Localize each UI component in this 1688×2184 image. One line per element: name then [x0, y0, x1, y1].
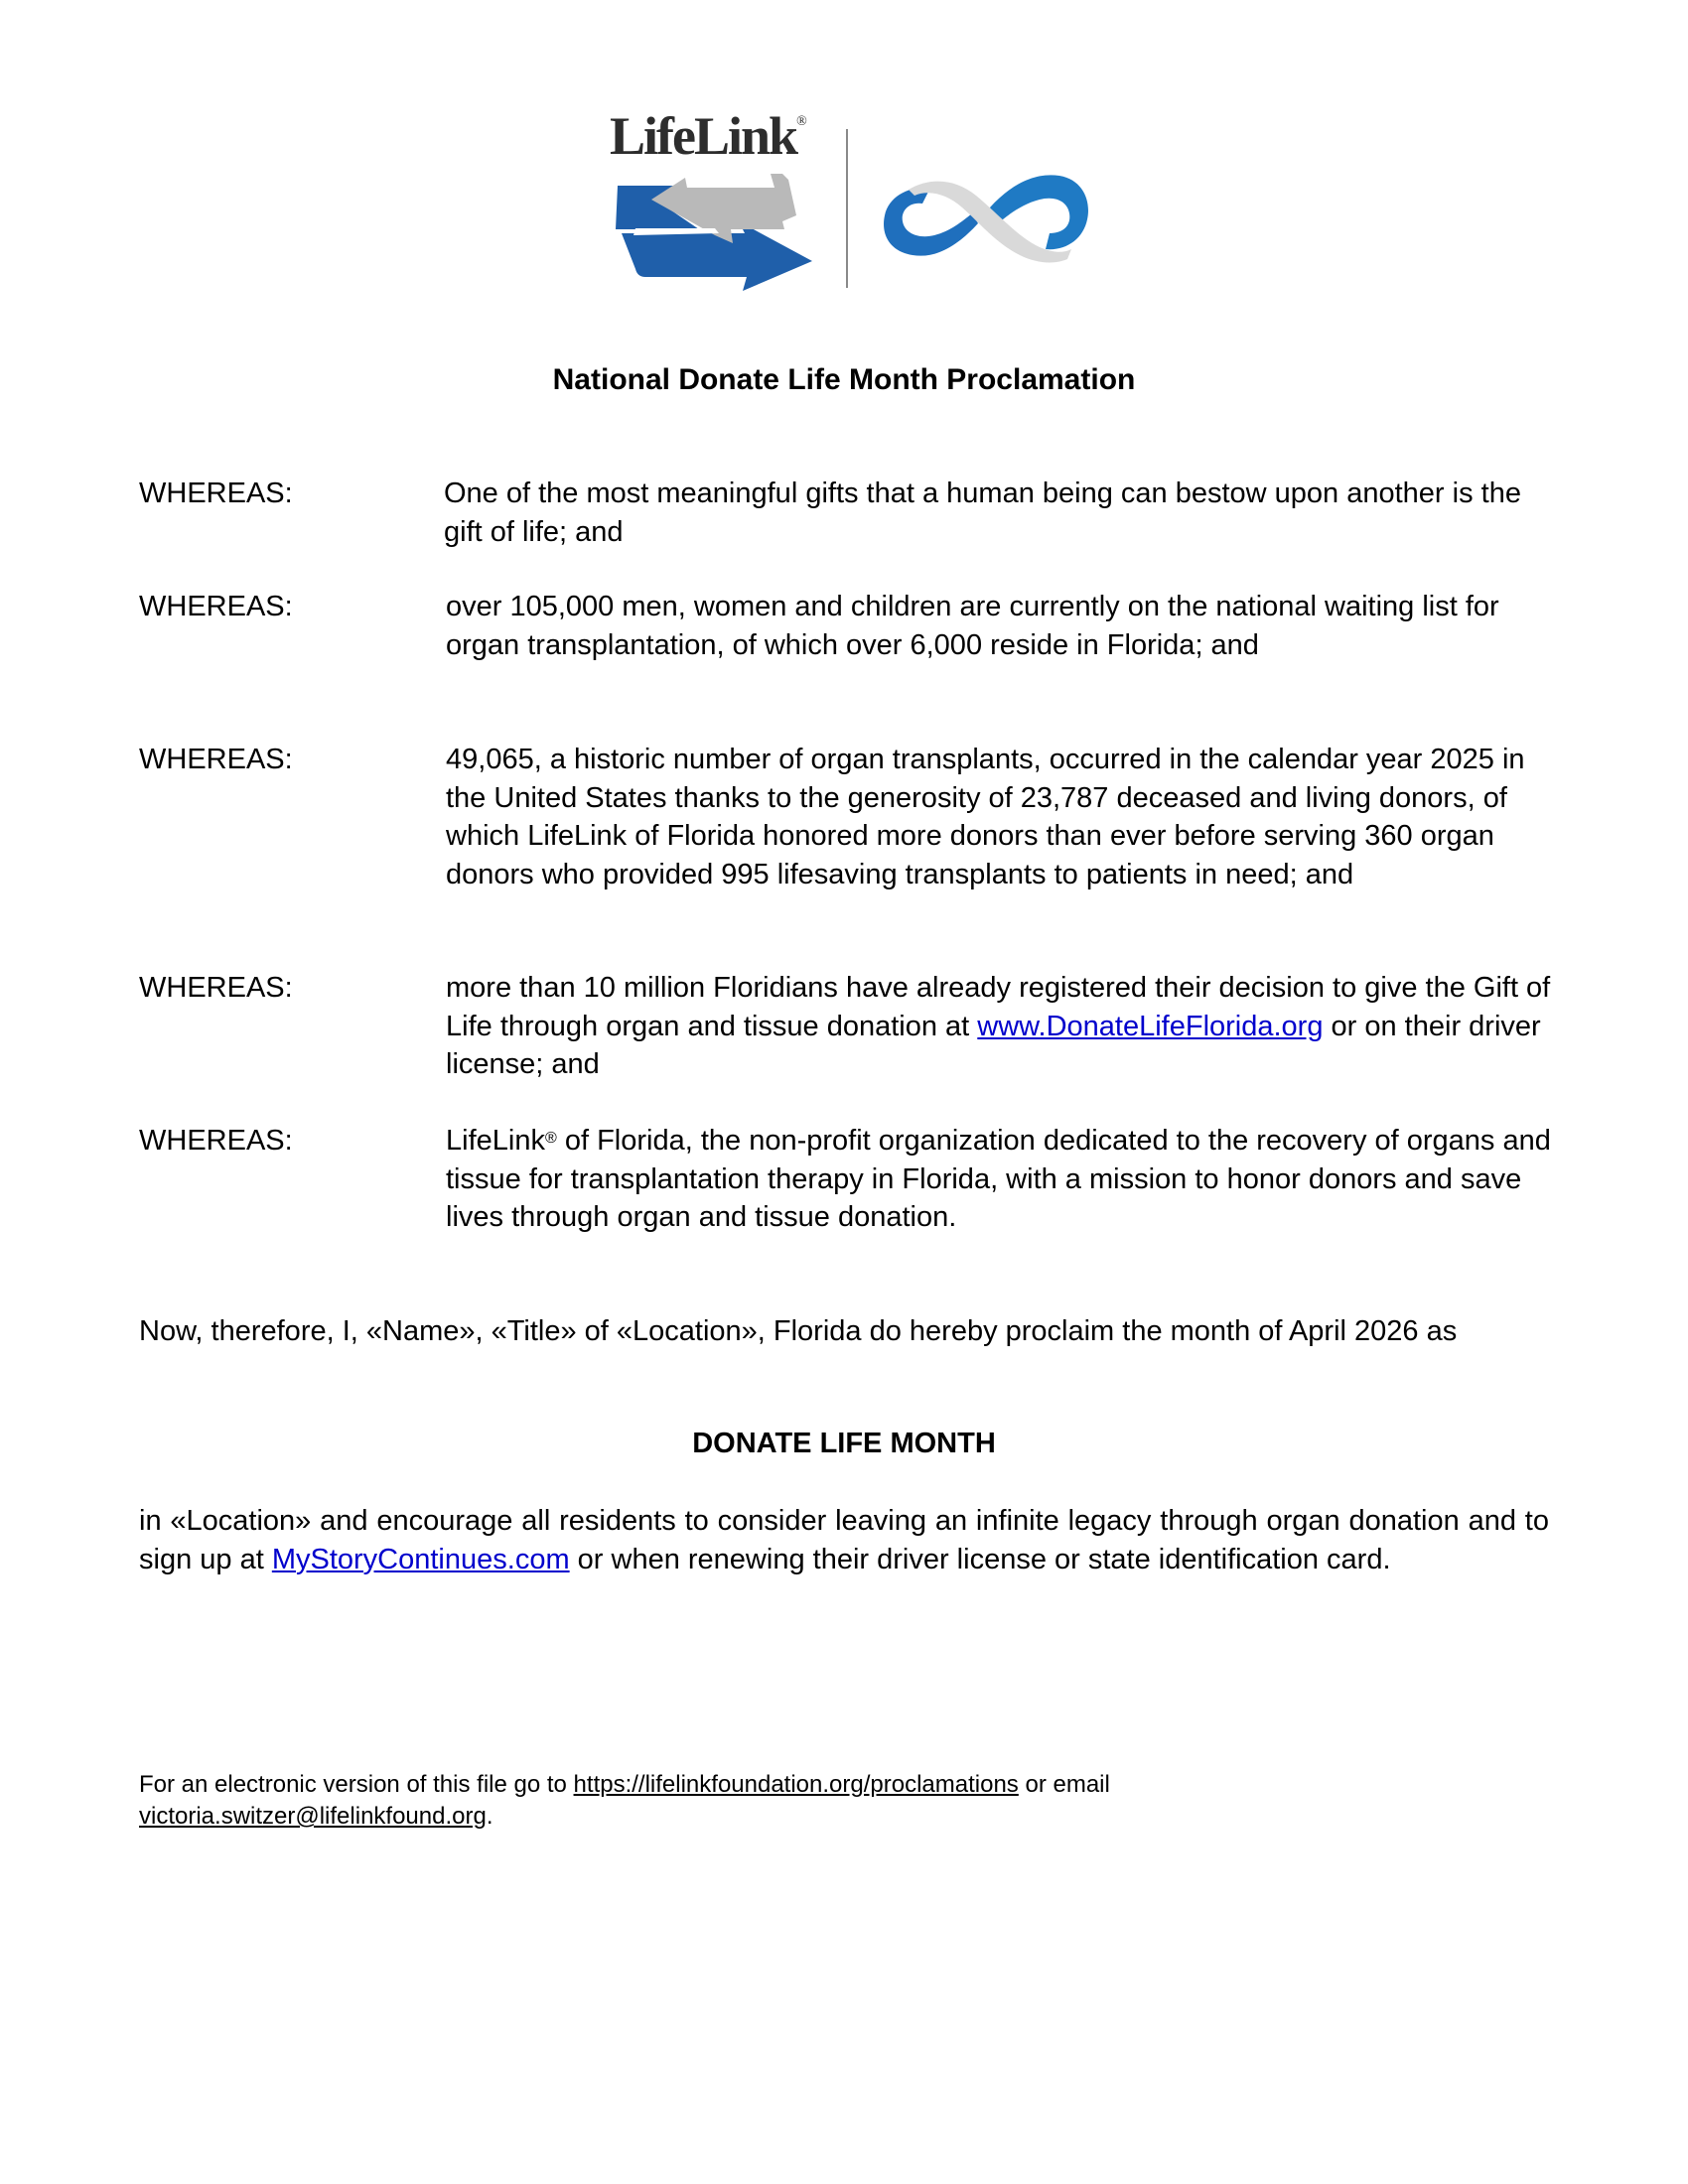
footer-text-after: .: [486, 1803, 493, 1830]
footer-text-middle: or email: [1018, 1771, 1110, 1798]
clause-text: over 105,000 men, women and children are currently on the national waiting list for organ transplantation, of which over 6,000 reside in Florida; and: [446, 591, 1499, 661]
whereas-label: WHEREAS:: [139, 744, 293, 775]
clause-text: [446, 1122, 1558, 1237]
clause-text: One of the most meaningful gifts that a human being can bestow upon another is the gift of life; and: [444, 478, 1521, 548]
infinity-icon: [879, 164, 1092, 268]
registered-mark: ®: [796, 114, 807, 129]
logo-divider: [846, 129, 848, 288]
clause-text: 49,065, a historic number of organ transplants, occurred in the calendar year 2025 in the United States thanks to the generosity of 23,787 deceased and living donors, of which LifeLink of Florida honored more donors than ever before serving 360 organ donors who provided 995 lifesaving transplants to patients in need; and: [446, 744, 1525, 890]
clause-text-rest: of Florida, the non-profit organization dedicated to the recovery of organs and tissue for transplantation therapy in Florida, with a mission to honor donors and save lives through organ and tissue donation.: [446, 1125, 1551, 1233]
clause-text-before: more than 10 million Floridians have already registered their decision to give the Gift of Life through organ and tissue donation at: [446, 972, 1551, 1042]
closing-text-after: or when renewing their driver license or state identification card.: [569, 1543, 1391, 1575]
footer-note: [139, 1769, 1331, 1833]
footer-text-before: For an electronic version of this file go to: [139, 1771, 574, 1798]
proclamation-statement: Now, therefore, I, «Name», «Title» of «Location», Florida do hereby proclaim the month of April 2026 as: [139, 1315, 1458, 1347]
whereas-label: WHEREAS:: [139, 478, 293, 509]
brand-name: LifeLink: [446, 1125, 545, 1157]
lifelink-arrows-icon: [616, 174, 814, 293]
brand-name: LifeLink: [610, 106, 797, 166]
clause-text: [446, 969, 1558, 1084]
lifelink-wordmark: [610, 106, 807, 166]
registered-mark: ®: [544, 1130, 557, 1147]
header-logos: [606, 106, 1102, 298]
document-title: National Donate Life Month Proclamation: [552, 363, 1136, 396]
email-link[interactable]: victoria.switzer@lifelinkfound.org: [139, 1803, 487, 1830]
whereas-label: WHEREAS:: [139, 1125, 293, 1157]
month-heading: DONATE LIFE MONTH: [692, 1428, 996, 1459]
whereas-label: WHEREAS:: [139, 591, 293, 622]
closing-paragraph: [139, 1502, 1549, 1578]
clause-text-after: or on their driver license; and: [446, 1010, 1541, 1080]
donatelifeflorida-link[interactable]: www.DonateLifeFlorida.org: [977, 1010, 1324, 1042]
mystorycontinues-link[interactable]: MyStoryContinues.com: [271, 1543, 570, 1575]
proclamations-url-link[interactable]: https://lifelinkfoundation.org/proclamations: [573, 1771, 1019, 1798]
whereas-label: WHEREAS:: [139, 972, 293, 1004]
closing-text-before: in «Location» and encourage all residents to consider leaving an infinite legacy through organ donation and to sign up at: [139, 1505, 1549, 1575]
